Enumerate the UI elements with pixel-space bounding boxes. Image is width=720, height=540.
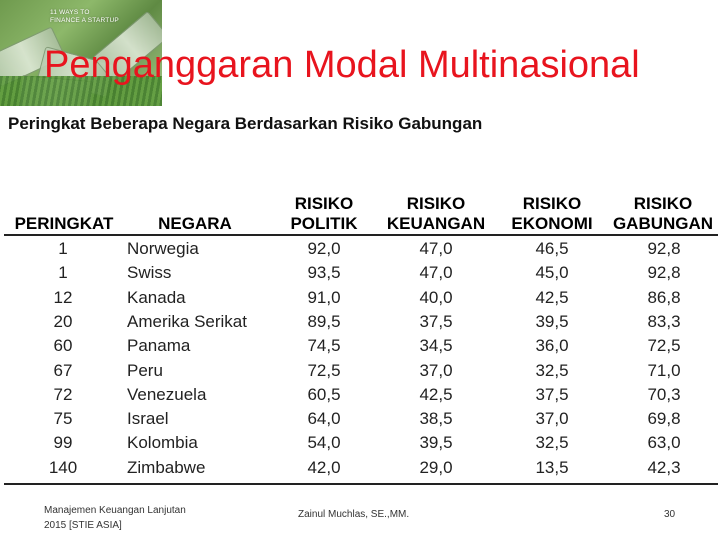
rank-cell: 60: [53, 336, 73, 356]
financial-risk-cell: 37,0: [419, 360, 453, 380]
table-row: [0, 286, 720, 310]
header-composite-risk: RISIKO GABUNGAN: [612, 194, 714, 233]
logo-text-line2: FINANCE A STARTUP: [50, 17, 119, 24]
rank-cell: 99: [53, 433, 73, 453]
financial-risk-cell: 34,5: [419, 336, 453, 356]
rank-cell: 1: [58, 239, 68, 258]
table-row: [0, 431, 720, 455]
financial-risk-cell: 47,0: [419, 263, 453, 283]
political-risk-cell: 42,0: [307, 457, 341, 477]
rank-cell: 1: [58, 263, 68, 283]
slide-title: Penganggaran Modal Multinasional: [44, 44, 640, 86]
header-rank: PERINGKAT: [14, 214, 114, 233]
header-country: NEGARA: [158, 214, 232, 233]
country-cell: Zimbabwe: [127, 457, 206, 477]
economic-risk-cell: 39,5: [535, 311, 569, 331]
economic-risk-cell: 45,0: [535, 263, 569, 283]
slide-subtitle: Peringkat Beberapa Negara Berdasarkan Risiko Gabungan: [8, 114, 483, 133]
country-cell: Swiss: [127, 263, 172, 283]
footer-author: Zainul Muchlas, SE.,MM.: [298, 509, 410, 520]
table-row: [0, 456, 720, 480]
table-row: [0, 383, 720, 407]
rank-cell: 140: [48, 457, 78, 477]
financial-risk-cell: 40,0: [419, 287, 453, 307]
composite-risk-cell: 86,8: [647, 287, 681, 307]
header-political-risk: RISIKO POLITIK: [290, 194, 358, 233]
rank-cell: 75: [53, 409, 73, 429]
table-row: [0, 334, 720, 358]
logo-text-line1: 11 WAYS TO: [50, 9, 90, 16]
table-bottom-divider: [4, 483, 718, 485]
economic-risk-cell: 32,5: [535, 360, 569, 380]
table-row: [0, 407, 720, 431]
footer-course-line2: 2015 [STIE ASIA]: [44, 520, 122, 531]
economic-risk-cell: 37,5: [535, 384, 569, 404]
country-cell: Venezuela: [127, 384, 207, 404]
political-risk-cell: 60,5: [307, 384, 341, 404]
country-cell: Norwegia: [127, 239, 199, 258]
composite-risk-cell: 83,3: [647, 311, 681, 331]
composite-risk-cell: 72,5: [647, 336, 681, 356]
table-row: [0, 237, 720, 261]
footer-course: [44, 503, 186, 533]
rank-cell: 67: [53, 360, 73, 380]
composite-risk-cell: 69,8: [647, 409, 681, 429]
financial-risk-cell: 39,5: [419, 433, 453, 453]
composite-risk-cell: 70,3: [647, 384, 681, 404]
composite-risk-cell: 42,3: [647, 457, 681, 477]
economic-risk-cell: 13,5: [535, 457, 569, 477]
financial-risk-cell: 47,0: [419, 239, 453, 258]
country-cell: Peru: [127, 360, 163, 380]
country-cell: Israel: [127, 409, 169, 429]
composite-risk-cell: 92,8: [647, 239, 681, 258]
financial-risk-cell: 38,5: [419, 409, 453, 429]
economic-risk-cell: 37,0: [535, 409, 569, 429]
financial-risk-cell: 29,0: [419, 457, 453, 477]
economic-risk-cell: 32,5: [535, 433, 569, 453]
header-financial-risk: RISIKO KEUANGAN: [386, 194, 486, 233]
country-cell: Kolombia: [127, 433, 198, 453]
political-risk-cell: 93,5: [307, 263, 341, 283]
rank-cell: 20: [53, 311, 73, 331]
political-risk-cell: 54,0: [307, 433, 341, 453]
logo-text: [50, 9, 119, 25]
rank-cell: 12: [53, 287, 73, 307]
country-cell: Panama: [127, 336, 191, 356]
composite-risk-cell: 63,0: [647, 433, 681, 453]
political-risk-cell: 89,5: [307, 311, 341, 331]
table-row: [0, 261, 720, 285]
table-row: [0, 310, 720, 334]
economic-risk-cell: 42,5: [535, 287, 569, 307]
rank-cell: 72: [53, 384, 73, 404]
composite-risk-cell: 92,8: [647, 263, 681, 283]
financial-risk-cell: 42,5: [419, 384, 453, 404]
country-cell: Amerika Serikat: [127, 311, 247, 331]
economic-risk-cell: 46,5: [535, 239, 569, 258]
economic-risk-cell: 36,0: [535, 336, 569, 356]
footer-course-line1: Manajemen Keuangan Lanjutan: [44, 505, 186, 516]
country-cell: Kanada: [127, 287, 186, 307]
table-row: [0, 359, 720, 383]
composite-risk-cell: 71,0: [647, 360, 681, 380]
header-economic-risk: RISIKO EKONOMI: [511, 194, 593, 233]
page-number: 30: [664, 509, 676, 520]
political-risk-cell: 72,5: [307, 360, 341, 380]
political-risk-cell: 74,5: [307, 336, 341, 356]
political-risk-cell: 91,0: [307, 287, 341, 307]
financial-risk-cell: 37,5: [419, 311, 453, 331]
political-risk-cell: 92,0: [307, 239, 341, 258]
political-risk-cell: 64,0: [307, 409, 341, 429]
header-divider: [4, 234, 718, 236]
